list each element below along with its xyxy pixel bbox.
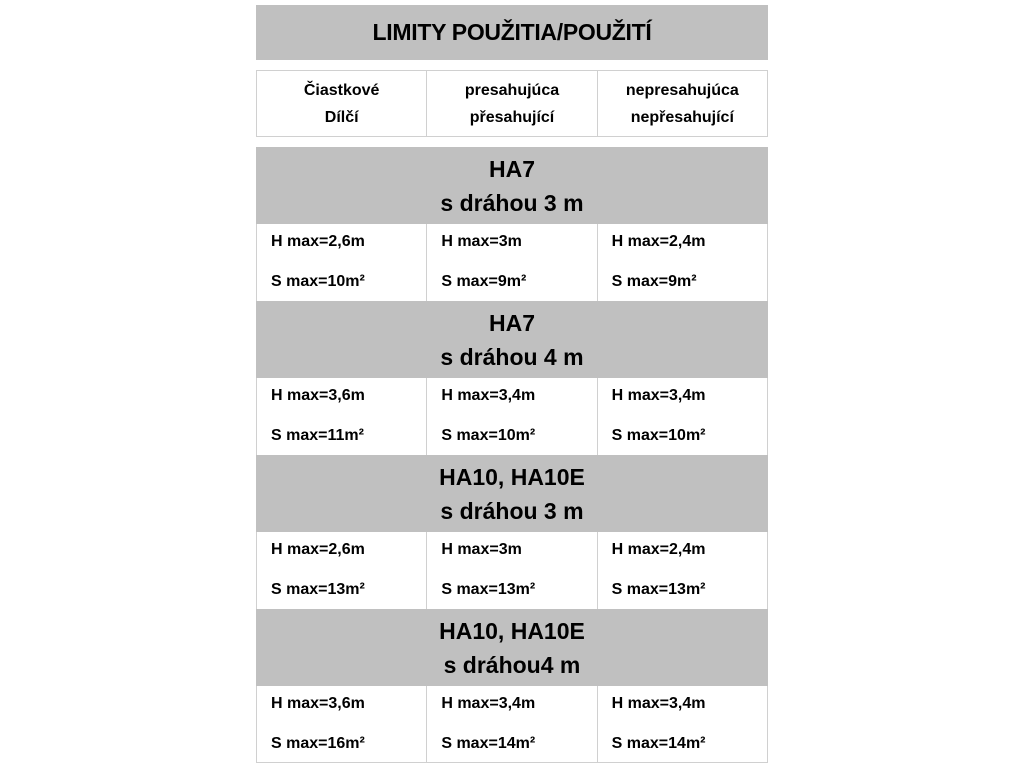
table-cell bbox=[257, 378, 426, 455]
column-header-cz: nepřesahující bbox=[630, 108, 734, 126]
table-cell bbox=[597, 378, 767, 455]
column-header-overlapping bbox=[426, 71, 596, 136]
group-model: HA10, HA10E bbox=[439, 617, 585, 644]
column-header-partial bbox=[257, 71, 426, 136]
group-model: HA7 bbox=[488, 309, 535, 336]
group-model: HA7 bbox=[488, 155, 535, 182]
table-cell bbox=[597, 224, 767, 301]
area-max: S max=13m² bbox=[271, 581, 365, 598]
column-header-sk: presahujúca bbox=[464, 81, 560, 99]
column-header-non-overlapping bbox=[597, 71, 767, 136]
area-max: S max=10m² bbox=[271, 273, 365, 290]
table-row bbox=[256, 686, 768, 763]
table-row bbox=[256, 378, 768, 455]
group-header bbox=[256, 147, 768, 224]
limits-group bbox=[256, 609, 768, 763]
height-max: H max=3m bbox=[441, 233, 522, 250]
group-track: s dráhou 3 m bbox=[440, 497, 584, 524]
column-header-sk: Čiastkové bbox=[303, 81, 380, 99]
area-max: S max=9m² bbox=[611, 273, 697, 290]
height-max: H max=2,4m bbox=[611, 233, 706, 250]
area-max: S max=16m² bbox=[271, 735, 365, 752]
table-cell bbox=[426, 378, 596, 455]
limits-group bbox=[256, 301, 768, 455]
page-title: LIMITY POUŽITIA/POUŽITÍ bbox=[256, 5, 768, 60]
group-track: s dráhou 3 m bbox=[440, 189, 584, 216]
limits-group bbox=[256, 455, 768, 609]
group-track: s dráhou 4 m bbox=[440, 343, 584, 370]
table-row bbox=[256, 224, 768, 301]
area-max: S max=13m² bbox=[611, 581, 706, 598]
group-track: s dráhou4 m bbox=[443, 651, 581, 678]
table-cell bbox=[257, 532, 426, 609]
height-max: H max=3,4m bbox=[441, 695, 536, 712]
column-header-row bbox=[256, 70, 768, 137]
area-max: S max=9m² bbox=[441, 273, 527, 290]
table-cell bbox=[257, 224, 426, 301]
table-row bbox=[256, 532, 768, 609]
area-max: S max=14m² bbox=[441, 735, 536, 752]
height-max: H max=3,4m bbox=[611, 387, 706, 404]
group-model: HA10, HA10E bbox=[439, 463, 585, 490]
limits-table bbox=[256, 147, 768, 763]
area-max: S max=11m² bbox=[271, 427, 364, 444]
area-max: S max=10m² bbox=[611, 427, 706, 444]
height-max: H max=3,6m bbox=[271, 387, 365, 404]
group-header bbox=[256, 609, 768, 686]
table-cell bbox=[426, 224, 596, 301]
area-max: S max=13m² bbox=[441, 581, 536, 598]
column-header-cz: přesahující bbox=[469, 108, 555, 126]
column-header-sk: nepresahujúca bbox=[625, 81, 739, 99]
table-cell bbox=[426, 686, 596, 762]
height-max: H max=3m bbox=[441, 541, 522, 558]
height-max: H max=3,6m bbox=[271, 695, 365, 712]
height-max: H max=2,6m bbox=[271, 233, 365, 250]
height-max: H max=3,4m bbox=[441, 387, 536, 404]
table-cell bbox=[257, 686, 426, 762]
height-max: H max=2,4m bbox=[611, 541, 706, 558]
group-header bbox=[256, 455, 768, 532]
height-max: H max=2,6m bbox=[271, 541, 365, 558]
column-header-cz: Dílčí bbox=[324, 108, 359, 126]
table-cell bbox=[597, 686, 767, 762]
group-header bbox=[256, 301, 768, 378]
limits-group bbox=[256, 147, 768, 301]
area-max: S max=14m² bbox=[611, 735, 706, 752]
table-cell bbox=[597, 532, 767, 609]
table-cell bbox=[426, 532, 596, 609]
height-max: H max=3,4m bbox=[611, 695, 706, 712]
area-max: S max=10m² bbox=[441, 427, 536, 444]
